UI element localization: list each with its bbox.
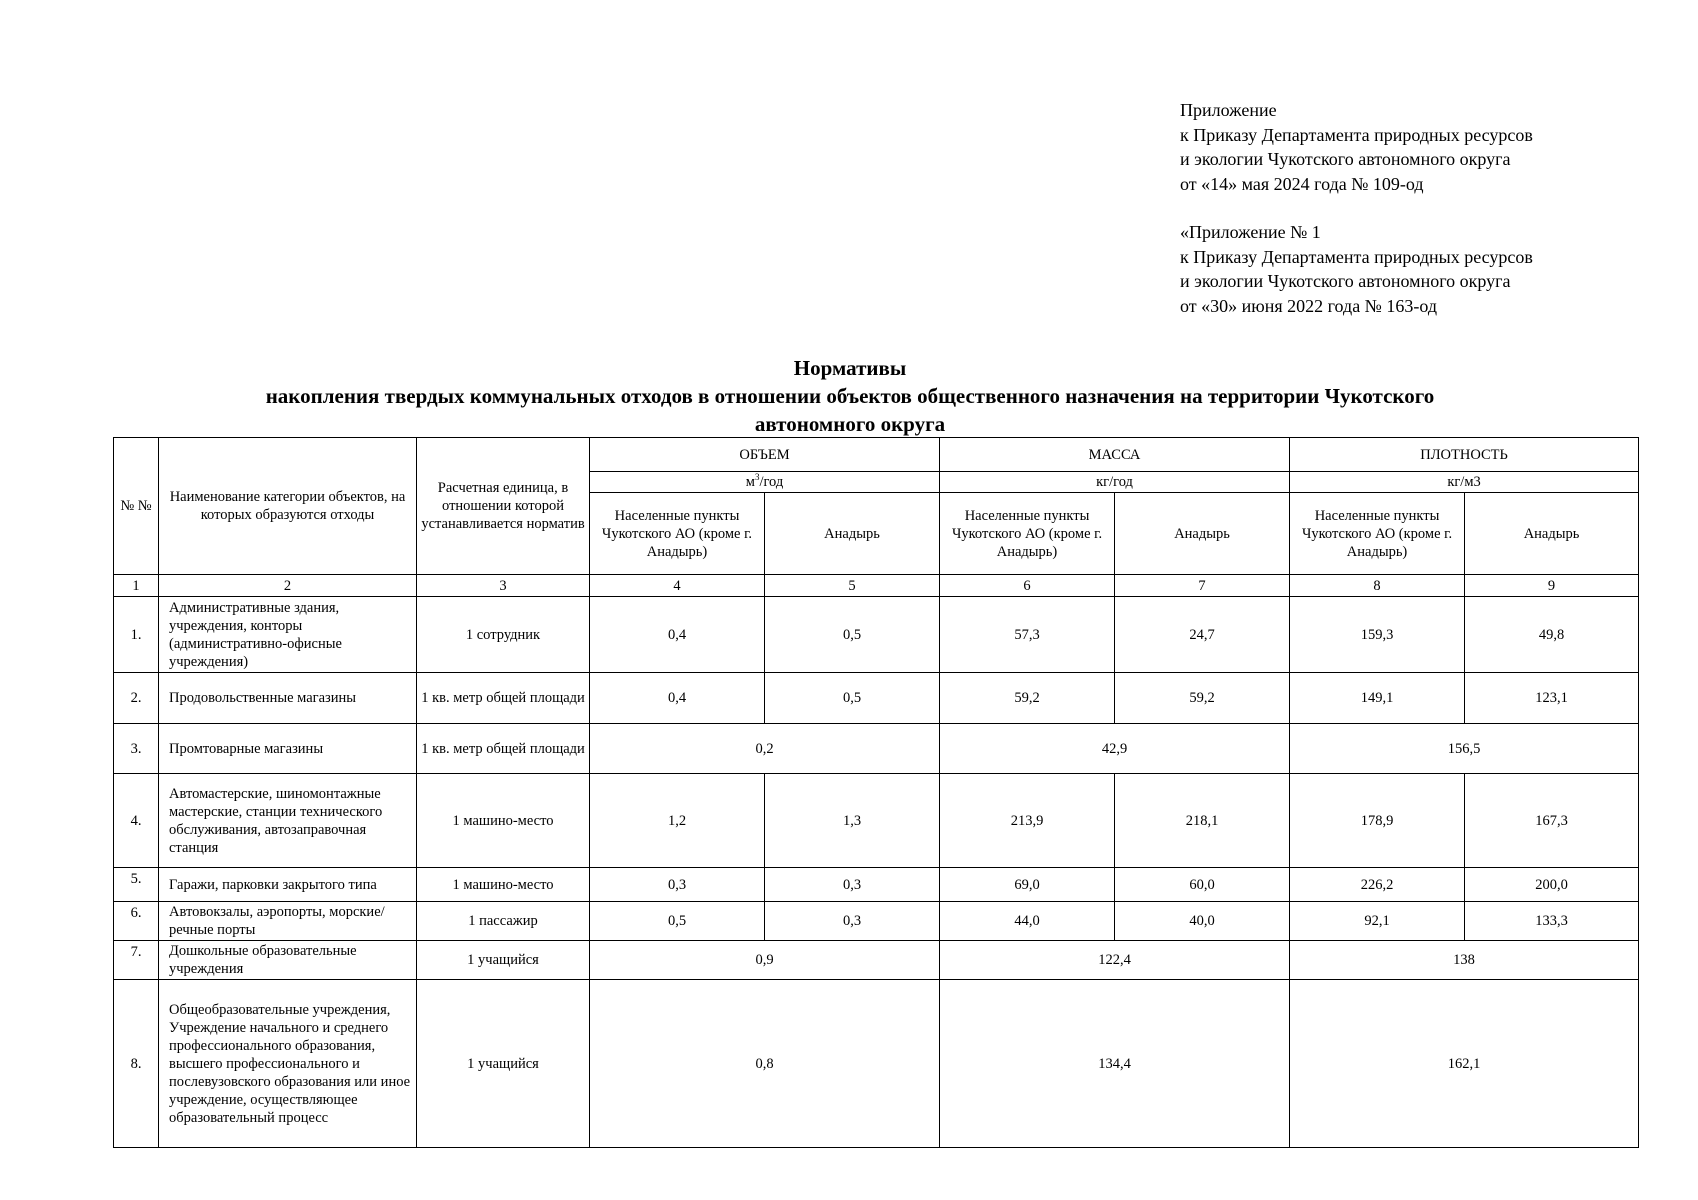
- density-settlements: 149,1: [1290, 673, 1465, 724]
- column-number: 2: [159, 575, 417, 597]
- row-number: 7.: [114, 941, 159, 980]
- mass-merged: 134,4: [940, 980, 1290, 1148]
- category-name: Автовокзалы, аэропорты, морские/ речные порты: [159, 902, 417, 941]
- column-number: 8: [1290, 575, 1465, 597]
- mass-anadyr: 40,0: [1115, 902, 1290, 941]
- mass-settlements: 59,2: [940, 673, 1115, 724]
- density-anadyr: 133,3: [1465, 902, 1639, 941]
- row-number: 3.: [114, 724, 159, 774]
- column-number: 5: [765, 575, 940, 597]
- mass-anadyr: 24,7: [1115, 597, 1290, 673]
- density-anadyr: 200,0: [1465, 868, 1639, 902]
- mass-settlements: 57,3: [940, 597, 1115, 673]
- column-number: 3: [417, 575, 590, 597]
- column-number: 1: [114, 575, 159, 597]
- appendix-line: и экологии Чукотского автономного округа: [1180, 149, 1511, 169]
- mass-merged: 42,9: [940, 724, 1290, 774]
- density-settlements: 178,9: [1290, 774, 1465, 868]
- calc-unit: 1 кв. метр общей площади: [417, 724, 590, 774]
- volume-settlements: 0,5: [590, 902, 765, 941]
- appendix-line: от «14» мая 2024 года № 109-од: [1180, 173, 1424, 194]
- volume-anadyr: 0,3: [765, 868, 940, 902]
- spacer: [1180, 196, 1533, 220]
- volume-merged: 0,9: [590, 941, 940, 980]
- title-line: Нормативы: [793, 356, 907, 380]
- calc-unit: 1 пассажир: [417, 902, 590, 941]
- density-merged: 138: [1290, 941, 1639, 980]
- volume-merged: 0,2: [590, 724, 940, 774]
- table-row: [114, 980, 1639, 1148]
- mass-settlements: 213,9: [940, 774, 1115, 868]
- volume-settlements: 0,4: [590, 673, 765, 724]
- density-merged: 162,1: [1290, 980, 1639, 1148]
- volume-unit-tail: /год: [759, 474, 784, 490]
- mass-anadyr: 218,1: [1115, 774, 1290, 868]
- header-no: № №: [114, 438, 159, 575]
- appendix-line: к Приказу Департамента природных ресурсов: [1180, 246, 1533, 267]
- density-settlements: 159,3: [1290, 597, 1465, 673]
- header-mass: МАССА: [940, 438, 1290, 472]
- category-name: Гаражи, парковки закрытого типа: [159, 868, 417, 902]
- density-anadyr: 167,3: [1465, 774, 1639, 868]
- header-settlements: Населенные пункты Чукотского АО (кроме г. Анадырь): [590, 493, 765, 575]
- header-anadyr: Анадырь: [1465, 493, 1639, 575]
- title-line: автономного округа: [754, 412, 946, 436]
- calc-unit: 1 учащийся: [417, 941, 590, 980]
- row-number: 6.: [114, 902, 159, 941]
- volume-merged: 0,8: [590, 980, 940, 1148]
- volume-anadyr: 0,3: [765, 902, 940, 941]
- header-settlements: Населенные пункты Чукотского АО (кроме г. Анадырь): [940, 493, 1115, 575]
- category-name: Общеобразовательные учреждения, Учреждение начального и среднего профессионального образования, высшего профессионального и послевузовского образования или иное учреждение, осуществляющее образовательный процесс: [159, 980, 417, 1148]
- header-volume-unit: [590, 472, 940, 493]
- density-anadyr: 49,8: [1465, 597, 1639, 673]
- title-line: накопления твердых коммунальных отходов в отношении объектов общественного назначения на территории Чукотского: [265, 384, 1435, 408]
- mass-settlements: 69,0: [940, 868, 1115, 902]
- table-row: [114, 902, 1639, 941]
- mass-anadyr: 59,2: [1115, 673, 1290, 724]
- row-number: 1.: [114, 597, 159, 673]
- row-number: 5.: [114, 868, 159, 902]
- document-title: [150, 354, 1550, 438]
- volume-anadyr: 0,5: [765, 597, 940, 673]
- density-anadyr: 123,1: [1465, 673, 1639, 724]
- column-number: 7: [1115, 575, 1290, 597]
- header-anadyr: Анадырь: [1115, 493, 1290, 575]
- table-row: [114, 673, 1639, 724]
- column-number: 9: [1465, 575, 1639, 597]
- table-row: [114, 941, 1639, 980]
- volume-anadyr: 0,5: [765, 673, 940, 724]
- volume-settlements: 0,3: [590, 868, 765, 902]
- density-settlements: 92,1: [1290, 902, 1465, 941]
- header-settlements: Населенные пункты Чукотского АО (кроме г. Анадырь): [1290, 493, 1465, 575]
- category-name: Продовольственные магазины: [159, 673, 417, 724]
- volume-unit-sup: 3: [754, 472, 760, 483]
- row-number: 4.: [114, 774, 159, 868]
- category-name: Автомастерские, шиномонтажные мастерские, станции технического обслуживания, автозаправочная станция: [159, 774, 417, 868]
- column-number: 6: [940, 575, 1115, 597]
- calc-unit: 1 машино-место: [417, 868, 590, 902]
- category-name: Дошкольные образовательные учреждения: [159, 941, 417, 980]
- appendix-header: [1180, 98, 1533, 318]
- calc-unit: 1 машино-место: [417, 774, 590, 868]
- volume-unit-base: м: [745, 474, 755, 490]
- appendix-line: к Приказу Департамента природных ресурсов: [1180, 124, 1533, 145]
- volume-anadyr: 1,3: [765, 774, 940, 868]
- appendix-line: Приложение: [1180, 100, 1277, 120]
- calc-unit: 1 сотрудник: [417, 597, 590, 673]
- mass-settlements: 44,0: [940, 902, 1115, 941]
- header-density: ПЛОТНОСТЬ: [1290, 438, 1639, 472]
- table-row: [114, 868, 1639, 902]
- row-number: 2.: [114, 673, 159, 724]
- column-number: 4: [590, 575, 765, 597]
- calc-unit: 1 учащийся: [417, 980, 590, 1148]
- header-density-unit: кг/м3: [1290, 472, 1639, 493]
- norms-table: [113, 437, 1639, 1148]
- appendix-line: и экологии Чукотского автономного округа: [1180, 271, 1511, 291]
- header-mass-unit: кг/год: [940, 472, 1290, 493]
- category-name: Промтоварные магазины: [159, 724, 417, 774]
- appendix-line: от «30» июня 2022 года № 163-од: [1180, 295, 1437, 316]
- header-anadyr: Анадырь: [765, 493, 940, 575]
- density-settlements: 226,2: [1290, 868, 1465, 902]
- category-name: Административные здания, учреждения, конторы (административно-офисные учреждения): [159, 597, 417, 673]
- header-unit: Расчетная единица, в отношении которой устанавливается норматив: [417, 438, 590, 575]
- mass-anadyr: 60,0: [1115, 868, 1290, 902]
- row-number: 8.: [114, 980, 159, 1148]
- volume-settlements: 0,4: [590, 597, 765, 673]
- mass-merged: 122,4: [940, 941, 1290, 980]
- table-row: [114, 774, 1639, 868]
- table-row: [114, 597, 1639, 673]
- density-merged: 156,5: [1290, 724, 1639, 774]
- volume-settlements: 1,2: [590, 774, 765, 868]
- appendix-line: «Приложение № 1: [1180, 222, 1321, 242]
- table-row: [114, 724, 1639, 774]
- header-volume: ОБЪЕМ: [590, 438, 940, 472]
- calc-unit: 1 кв. метр общей площади: [417, 673, 590, 724]
- header-name: Наименование категории объектов, на которых образуются отходы: [159, 438, 417, 575]
